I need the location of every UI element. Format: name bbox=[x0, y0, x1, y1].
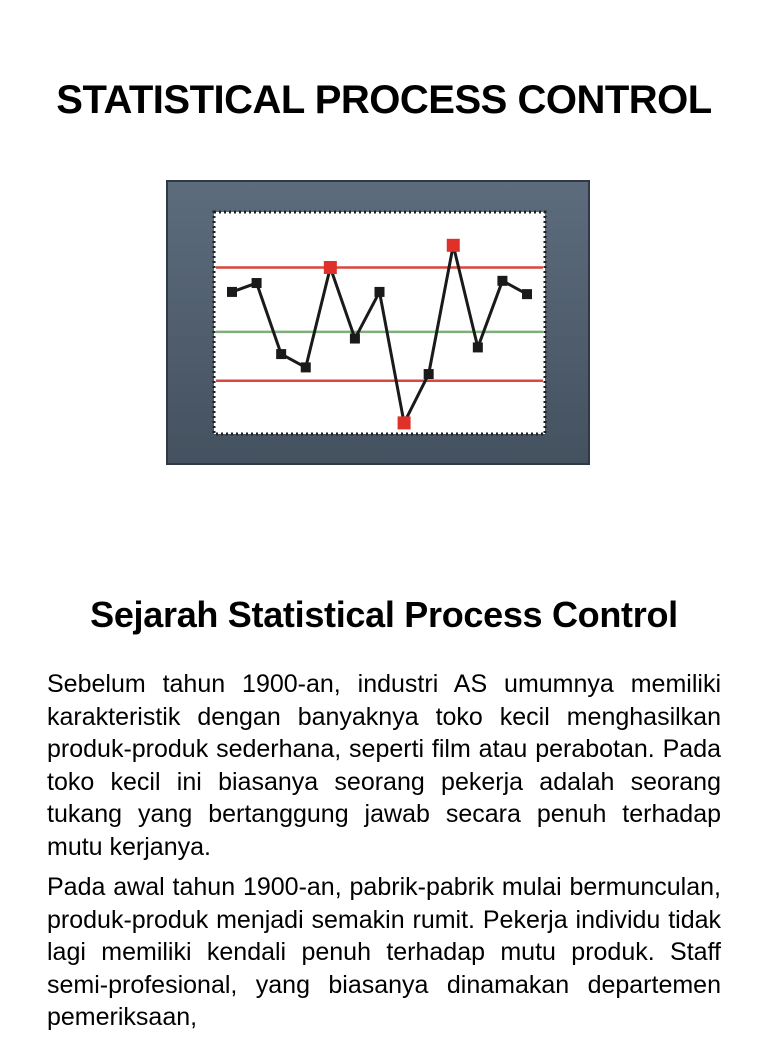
control-chart bbox=[166, 180, 590, 465]
control-chart-svg bbox=[166, 180, 590, 465]
data-point bbox=[350, 334, 360, 344]
paragraph: Sebelum tahun 1900-an, industri AS umumnya memiliki karakteristik dengan banyaknya toko kecil menghasilkan produk-produk sederhana, seperti film atau perabotan. Pada toko kecil ini biasanya seorang pekerja adalah seorang tukang yang bertanggung jawab secara penuh terhadap mutu kerjanya. bbox=[47, 670, 721, 861]
paragraph: Pada awal tahun 1900-an, pabrik-pabrik mulai bermunculan, produk-produk menjadi semakin rumit. Pekerja individu tidak lagi memiliki kendali penuh terhadap mutu produk. Staff semi-profesional, yang biasanya dinamakan departemen pemeriksaan, bbox=[47, 873, 721, 1031]
data-point bbox=[497, 276, 507, 286]
body-text bbox=[47, 668, 721, 1042]
data-point bbox=[301, 362, 311, 372]
slide-title: STATISTICAL PROCESS CONTROL bbox=[56, 78, 712, 122]
data-point bbox=[276, 349, 286, 359]
data-point bbox=[227, 287, 237, 297]
plot-area bbox=[214, 212, 545, 434]
data-point bbox=[473, 342, 483, 352]
out-of-control-point bbox=[447, 239, 460, 252]
data-point bbox=[252, 278, 262, 288]
data-point bbox=[522, 289, 532, 299]
out-of-control-point bbox=[324, 261, 337, 274]
data-point bbox=[424, 369, 434, 379]
out-of-control-point bbox=[398, 416, 411, 429]
section-title: Sejarah Statistical Process Control bbox=[90, 594, 678, 635]
data-point bbox=[375, 287, 385, 297]
